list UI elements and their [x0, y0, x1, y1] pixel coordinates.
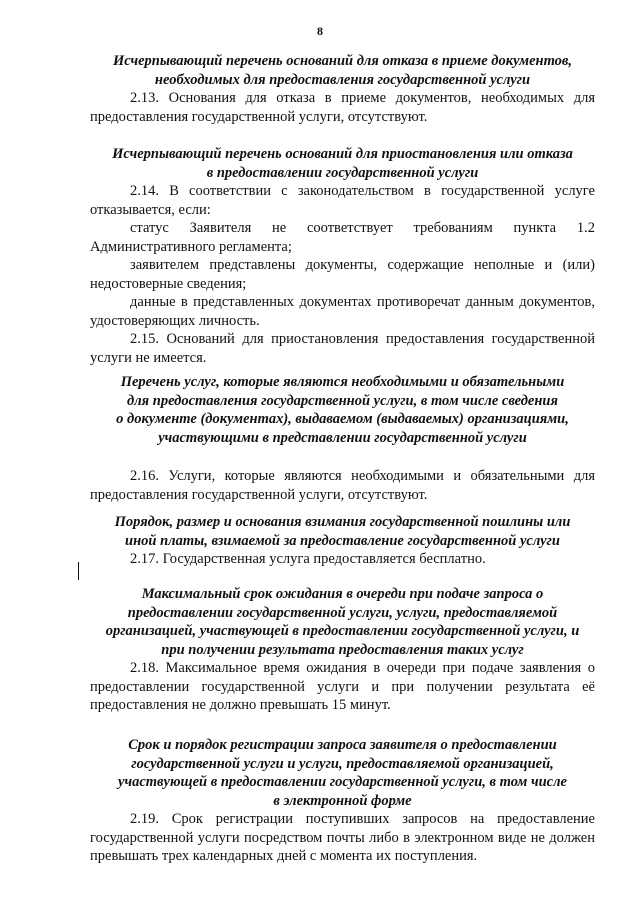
- heading-line: иной платы, взимаемой за предоставление государственной услуги: [125, 532, 560, 549]
- heading-line: Срок и порядок регистрации запроса заявителя о предоставлении: [128, 737, 557, 753]
- heading-line: участвующими в представлении государственной услуги: [158, 429, 527, 446]
- section-refusal-acceptance: [90, 52, 595, 126]
- paragraph-2-19: 2.19. Срок регистрации поступивших запросов на предоставление государственной услуги посредством почты либо в электронном виде не должен превышать трех календарных дней с момента их поступления.: [90, 811, 595, 864]
- paragraph-2-14: 2.14. В соответствии с законодательством в государственной услуге отказывается, если:: [90, 183, 595, 218]
- heading-line: государственной услуги и услуги, предоставляемой организацией,: [131, 755, 554, 772]
- section-heading: [90, 736, 595, 810]
- section-suspension-refusal: [90, 145, 595, 367]
- list-item-documents: заявителем представлены документы, содержащие неполные и (или) недостоверные сведения;: [90, 257, 595, 292]
- section-heading: [90, 513, 595, 550]
- section-heading: [90, 585, 595, 659]
- heading-line: в предоставлении государственной услуги: [206, 164, 479, 181]
- section-heading: [90, 373, 595, 447]
- heading-line: предоставлении государственной услуги, услуги, предоставляемой: [127, 604, 558, 621]
- paragraph-2-15: 2.15. Оснований для приостановления предоставления государственной услуги не имеется.: [90, 331, 595, 366]
- section-heading: [90, 52, 595, 89]
- paragraph-2-17: 2.17. Государственная услуга предоставляется бесплатно.: [130, 551, 486, 567]
- heading-line: в электронной форме: [273, 792, 412, 809]
- section-state-duty: [90, 513, 595, 569]
- heading-line: при получении результата предоставления таких услуг: [161, 641, 524, 658]
- margin-mark: [78, 562, 79, 580]
- heading-line: Перечень услуг, которые являются необходимыми и обязательными: [120, 374, 565, 390]
- list-item-data: данные в представленных документах противоречат данным документов, удостоверяющих личность.: [90, 294, 595, 329]
- section-heading: [90, 145, 595, 182]
- heading-line: необходимых для предоставления государственной услуги: [154, 71, 531, 88]
- paragraph-2-18: 2.18. Максимальное время ожидания в очереди при подаче заявления о предоставлении государственной услуги и при получении результата её предоставления не должно превышать 15 минут.: [90, 660, 595, 713]
- page-number: 8: [317, 24, 323, 38]
- heading-line: участвующей в предоставлении государственной услуги, в том числе: [118, 774, 567, 790]
- heading-line: организацией, участвующей в предоставлении государственной услуги, и: [105, 623, 580, 639]
- heading-line: Максимальный срок ожидания в очереди при подаче запроса о: [141, 586, 544, 602]
- paragraph-2-13: 2.13. Основания для отказа в приеме документов, необходимых для предоставления государственной услуги, отсутствуют.: [90, 90, 595, 125]
- heading-line: о документе (документах), выдаваемом (выдаваемых) организациями,: [116, 411, 569, 427]
- heading-line: Исчерпывающий перечень оснований для приостановления или отказа: [112, 146, 573, 162]
- paragraph-2-16: 2.16. Услуги, которые являются необходимыми и обязательными для предоставления государственной услуги, отсутствуют.: [90, 468, 595, 503]
- heading-line: Исчерпывающий перечень оснований для отказа в приеме документов,: [112, 53, 573, 69]
- heading-line: Порядок, размер и основания взимания государственной пошлины или: [114, 514, 571, 530]
- list-item-status: статус Заявителя не соответствует требованиям пункта 1.2 Административного регламента;: [90, 220, 595, 255]
- section-queue-waiting: [90, 585, 595, 715]
- section-registration: [90, 736, 595, 866]
- section-required-services: [90, 373, 595, 504]
- heading-line: для предоставления государственной услуги, в том числе сведения: [127, 392, 558, 409]
